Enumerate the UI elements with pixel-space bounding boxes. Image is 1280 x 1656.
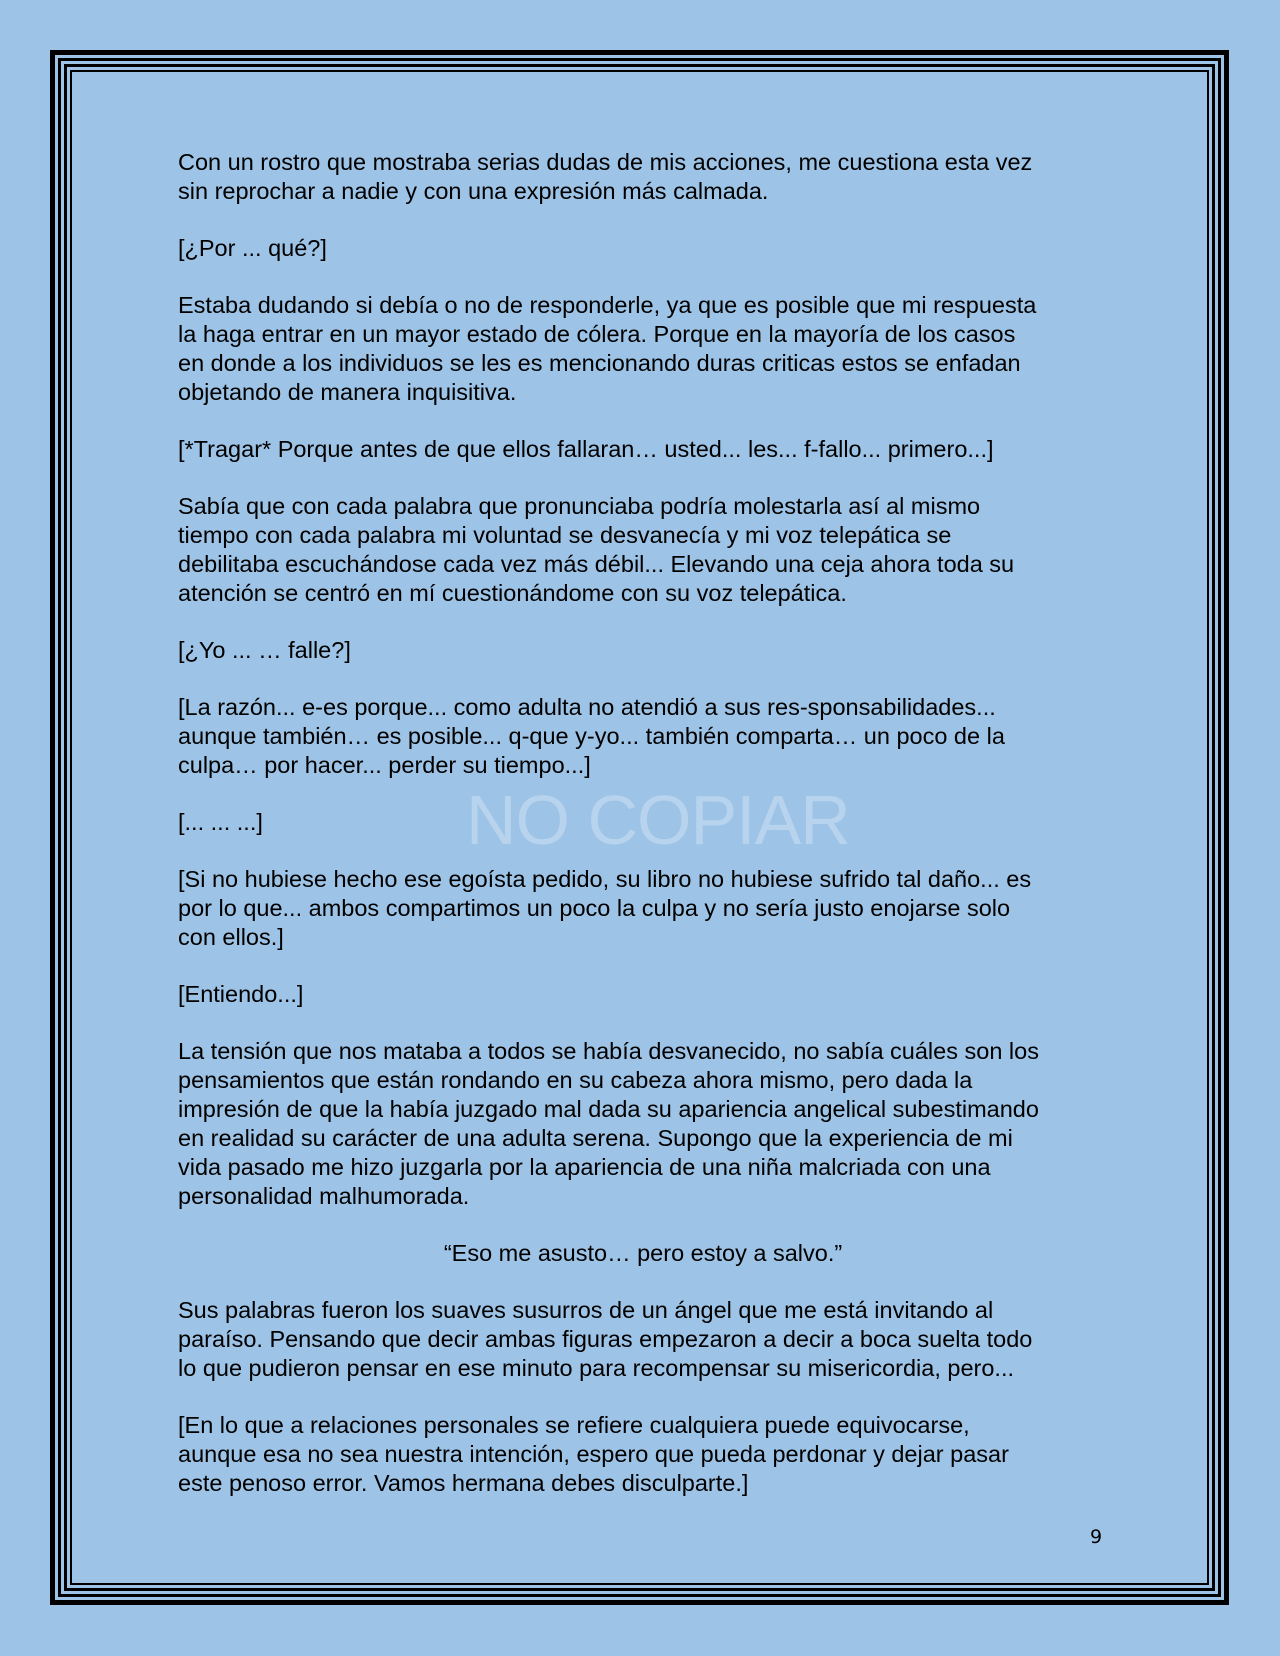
centered-quote: “Eso me asusto… pero estoy a salvo.” xyxy=(443,1240,843,1266)
paragraph: [¿Por ... qué?] xyxy=(178,235,327,261)
paragraph: [En lo que a relaciones personales se refiere cualquiera puede equivocarse, aunque esa no sea nuestra intención, espero que pueda perdonar y dejar pasar este penoso error. Vamos hermana debes disculparte.] xyxy=(178,1412,1009,1496)
document-body xyxy=(178,148,1108,1526)
paragraph: [¿Yo ... … falle?] xyxy=(178,637,351,663)
paragraph: [Si no hubiese hecho ese egoísta pedido, su libro no hubiese sufrido tal daño... es por lo que... ambos compartimos un poco la culpa y no sería justo enojarse solo con ellos.] xyxy=(178,866,1032,950)
paragraph: Sus palabras fueron los suaves susurros de un ángel que me está invitando al paraíso. Pensando que decir ambas figuras empezaron a decir a boca suelta todo lo que pudieron pensar en ese minuto para recompensar su misericordia, pero... xyxy=(178,1297,1033,1381)
watermark: NO COPIAR xyxy=(466,781,850,859)
page-number: 9 xyxy=(1090,1526,1103,1548)
paragraph: La tensión que nos mataba a todos se había desvanecido, no sabía cuáles son los pensamientos que están rondando en su cabeza ahora mismo, pero dada la impresión de que la había juzgado mal dada su apariencia angelical subestimando en realidad su carácter de una adulta serena. Supongo que la experiencia de mi vida pasado me hizo juzgarla por la apariencia de una niña malcriada con una personalidad malhumorada. xyxy=(178,1038,1039,1209)
paragraph: Con un rostro que mostraba serias dudas de mis acciones, me cuestiona esta vez sin reprochar a nadie y con una expresión más calmada. xyxy=(178,149,1033,204)
paragraph: [... ... ...] xyxy=(178,809,263,835)
paragraph: [Entiendo...] xyxy=(178,981,304,1007)
paragraph: Estaba dudando si debía o no de responderle, ya que es posible que mi respuesta la haga entrar en un mayor estado de cólera. Porque en la mayoría de los casos en donde a los individuos se les es mencionando duras criticas estos se enfadan objetando de manera inquisitiva. xyxy=(178,292,1037,405)
paragraph: Sabía que con cada palabra que pronunciaba podría molestarla así al mismo tiempo con cada palabra mi voluntad se desvanecía y mi voz telepática se debilitaba escuchándose cada vez más débil... Elevando una ceja ahora toda su atención se centró en mí cuestionándome con su voz telepática. xyxy=(178,493,1015,606)
paragraph: [La razón... e-es porque... como adulta no atendió a sus res-sponsabilidades... aunque también… es posible... q-que y-yo... también comparta… un poco de la culpa… por hacer... perder su tiempo...] xyxy=(178,694,1005,778)
paragraph: [*Tragar* Porque antes de que ellos fallaran… usted... les... f-fallo... primero...] xyxy=(178,436,994,462)
